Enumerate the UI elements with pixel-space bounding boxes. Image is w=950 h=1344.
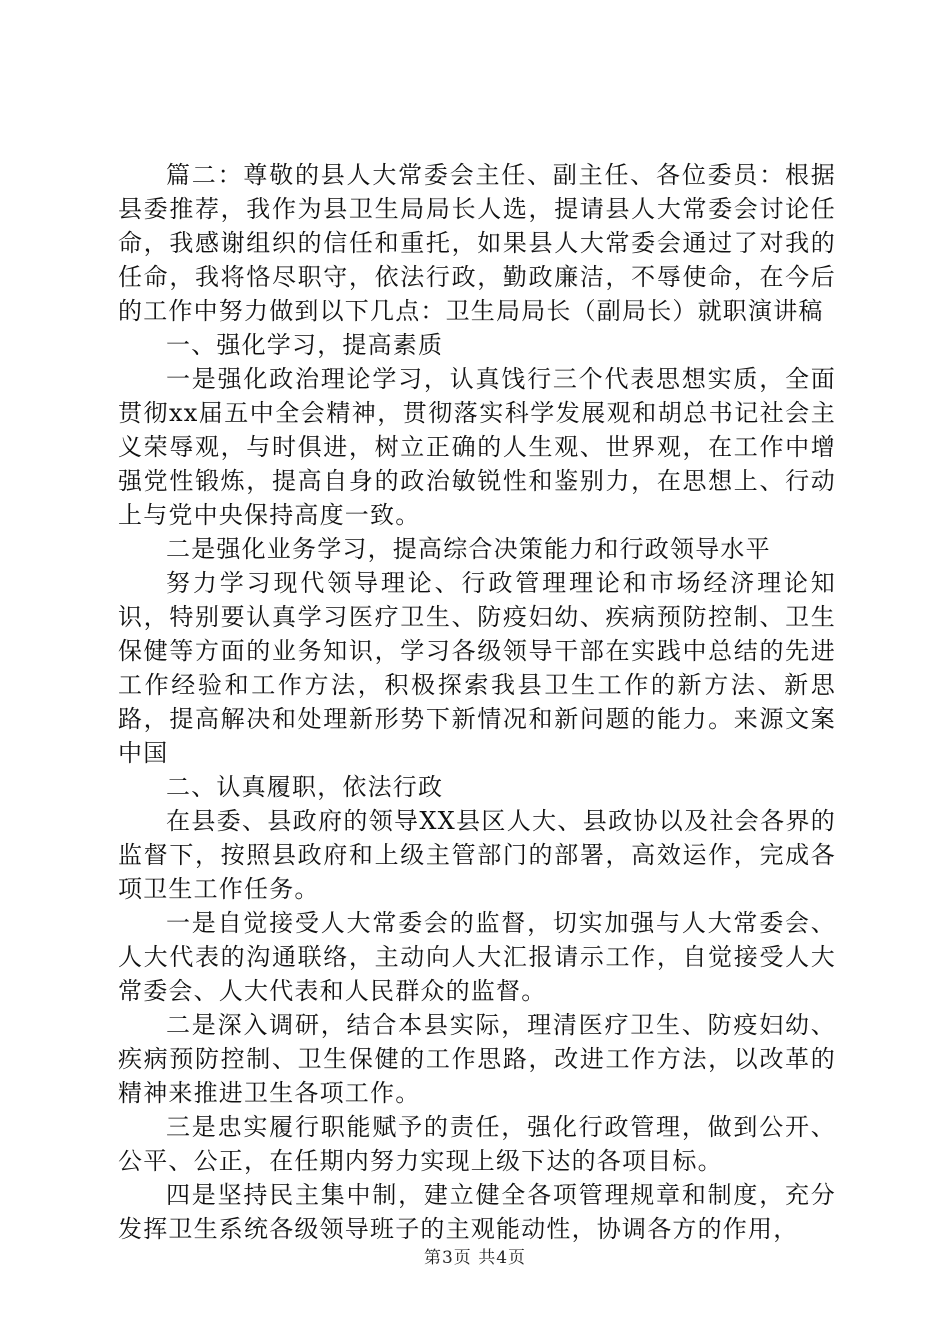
- page-number-footer: 第3页 共4页: [423, 1248, 527, 1268]
- paragraph: 在县委、县政府的领导XX县区人大、县政协以及社会各界的监督下，按照县政府和上级主管部门的部署，高效运作，完成各项卫生工作任务。: [118, 807, 836, 903]
- paragraph: 四是坚持民主集中制，建立健全各项管理规章和制度，充分发挥卫生系统各级领导班子的主观能动性，协调各方的作用，: [118, 1181, 836, 1243]
- document-body: [118, 158, 836, 1246]
- paragraph: 一是强化政治理论学习，认真饯行三个代表思想实质，全面贯彻xx届五中全会精神，贯彻落实科学发展观和胡总书记社会主义荣辱观，与时俱进，树立正确的人生观、世界观，在工作中增强党性锻炼，提高自身的政治敏锐性和鉴别力，在思想上、行动上与党中央保持高度一致。: [118, 365, 836, 529]
- paragraph: 三是忠实履行职能赋予的责任，强化行政管理，做到公开、公平、公正，在任期内努力实现上级下达的各项目标。: [118, 1113, 836, 1175]
- paragraph: 二是强化业务学习，提高综合决策能力和行政领导水平: [166, 535, 771, 563]
- paragraph: 努力学习现代领导理论、行政管理理论和市场经济理论知识，特别要认真学习医疗卫生、防疫妇幼、疾病预防控制、卫生保健等方面的业务知识，学习各级领导干部在实践中总结的先进工作经验和工作方法，积极探索我县卫生工作的新方法、新思路，提高解决和处理新形势下新情况和新问题的能力。来源文案中国: [118, 569, 836, 767]
- paragraph: 二是深入调研，结合本县实际，理清医疗卫生、防疫妇幼、疾病预防控制、卫生保健的工作思路，改进工作方法，以改革的精神来推进卫生各项工作。: [118, 1011, 836, 1107]
- section-heading-1: 一、强化学习，提高素质: [166, 331, 444, 359]
- paragraph: 一是自觉接受人大常委会的监督，切实加强与人大常委会、人大代表的沟通联络，主动向人大汇报请示工作，自觉接受人大常委会、人大代表和人民群众的监督。: [118, 909, 836, 1005]
- paragraph-intro: 篇二：尊敬的县人大常委会主任、副主任、各位委员：根据县委推荐，我作为县卫生局局长人选，提请县人大常委会讨论任命，我感谢组织的信任和重托，如果县人大常委会通过了对我的任命，我将恪尽职守，依法行政，勤政廉洁，不辱使命，在今后的工作中努力做到以下几点：卫生局局长（副局长）就职演讲稿: [118, 161, 836, 325]
- section-heading-2: 二、认真履职，依法行政: [166, 773, 444, 801]
